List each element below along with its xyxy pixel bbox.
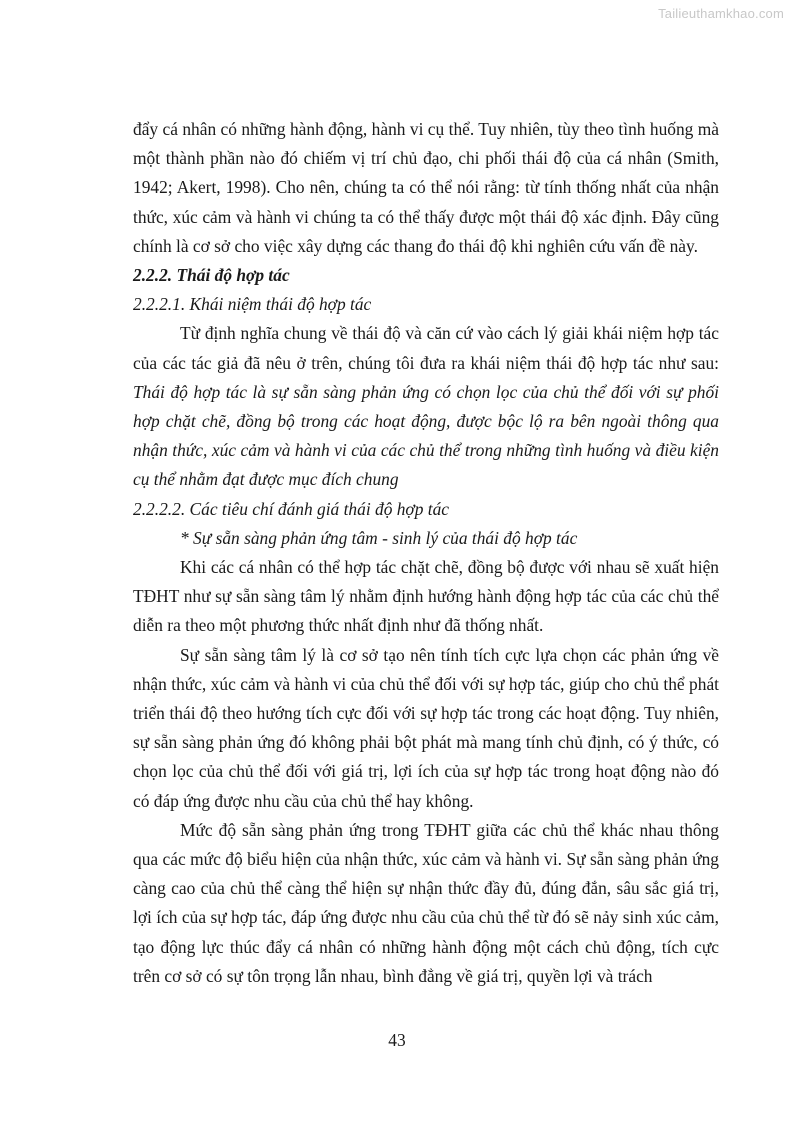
page-number: 43 — [388, 1030, 406, 1050]
definition-italic-text: Thái độ hợp tác là sự sẵn sàng phản ứng có chọn lọc của chủ thể đối với sự phối hợp chặt chẽ, đồng bộ trong các hoạt động, được bộc lộ ra bên ngoài thông qua nhận thức, xúc cảm và hành vi của các chủ thể trong những tình huống và điều kiện cụ thể nhằm đạt được mục đích chung — [133, 381, 719, 490]
subsection-heading-2-2-2-2: 2.2.2.2. Các tiêu chí đánh giá thái độ hợp tác — [133, 498, 450, 519]
criterion-heading: * Sự sẵn sàng phản ứng tâm - sinh lý của thái độ hợp tác — [180, 527, 578, 548]
section-heading-2-2-2: 2.2.2. Thái độ hợp tác — [133, 265, 290, 286]
definition-intro-text: Từ định nghĩa chung về thái độ và căn cứ vào cách lý giải khái niệm hợp tác của các tác giả đã nêu ở trên, chúng tôi đưa ra khái niệm thái độ hợp tác như sau: — [133, 323, 719, 373]
subsection-heading-2-2-2-1: 2.2.2.1. Khái niệm thái độ hợp tác — [133, 294, 372, 315]
paragraph-continuation: đẩy cá nhân có những hành động, hành vi cụ thể. Tuy nhiên, tùy theo tình huống mà một thành phần nào đó chiếm vị trí chủ đạo, chi phối thái độ của cá nhân (Smith, 1942; Akert, 1998). Cho nên, chúng ta có thể nói rằng: từ tính thống nhất của nhận thức, xúc cảm và hành vi chúng ta có thể thấy được một thái độ xác định. Đây cũng chính là cơ sở cho việc xây dựng các thang đo thái độ khi nghiên cứu vấn đề này. — [133, 119, 719, 256]
paragraph-psychological-readiness: Sự sẵn sàng tâm lý là cơ sở tạo nên tính tích cực lựa chọn các phản ứng về nhận thức, xúc cảm và hành vi của chủ thể đối với sự hợp tác, giúp cho chủ thể phát triển thái độ theo hướng tích cực đối với sự hợp tác trong các hoạt động. Tuy nhiên, sự sẵn sàng phản ứng đó không phải bột phát mà mang tính chủ định, có ý thức, có chọn lọc của chủ thể đối với giá trị, lợi ích của sự hợp tác trong hoạt động nào đó có đáp ứng được nhu cầu của chủ thể hay không. — [133, 644, 719, 811]
page-body — [133, 115, 719, 991]
paragraph-readiness: Khi các cá nhân có thể hợp tác chặt chẽ, đồng bộ được với nhau sẽ xuất hiện TĐHT như sự sẵn sàng tâm lý nhằm định hướng hành động hợp tác của các chủ thể diễn ra theo một phương thức nhất định như đã thống nhất. — [133, 557, 719, 636]
paragraph-readiness-level: Mức độ sẵn sàng phản ứng trong TĐHT giữa các chủ thể khác nhau thông qua các mức độ biểu hiện của nhận thức, xúc cảm và hành vi. Sự sẵn sàng phản ứng càng cao của chủ thể càng thể hiện sự nhận thức đầy đủ, đúng đắn, sâu sắc giá trị, lợi ích của sự hợp tác, đáp ứng được nhu cầu của chủ thể từ đó sẽ nảy sinh xúc cảm, tạo động lực thúc đẩy cá nhân có những hành động một cách chủ động, tích cực trên cơ sở có sự tôn trọng lẫn nhau, bình đẳng về giá trị, quyền lợi và trách — [133, 819, 719, 986]
paragraph-definition — [133, 319, 719, 494]
watermark: Tailieuthamkhao.com — [658, 6, 784, 21]
